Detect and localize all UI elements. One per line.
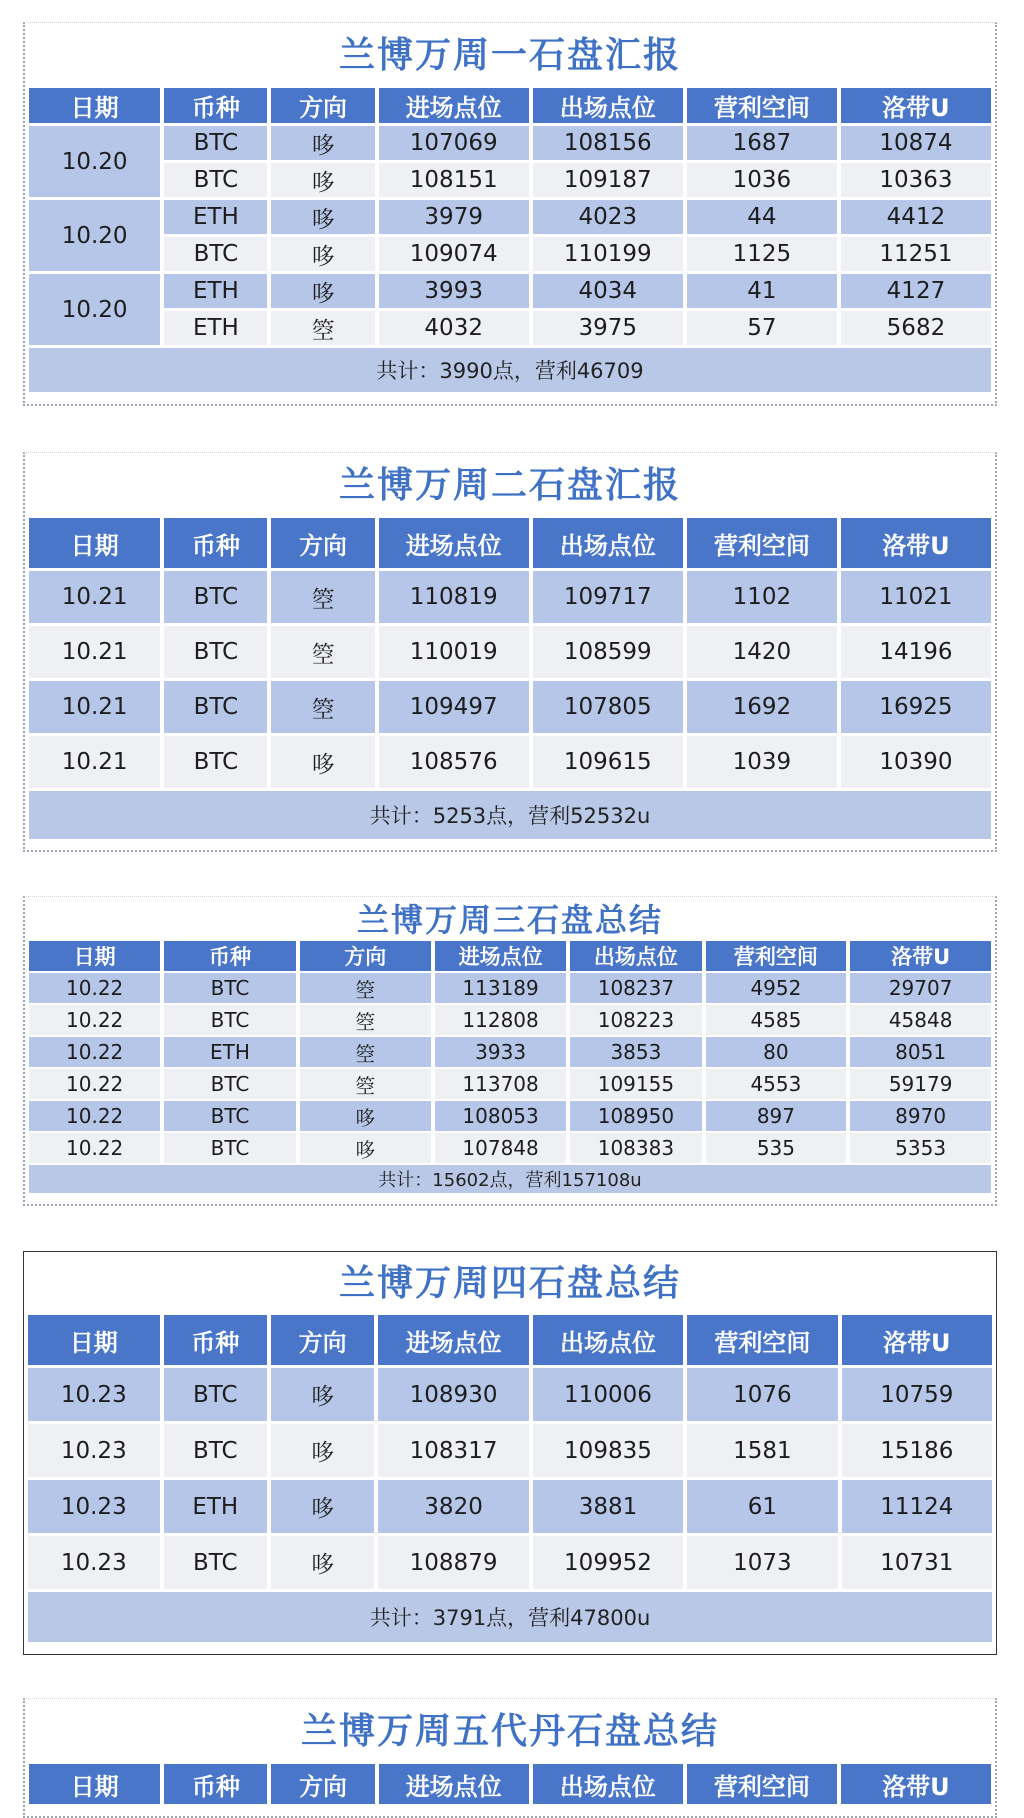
header-profit: 洛带U xyxy=(841,518,991,568)
header-coin: 币种 xyxy=(164,1315,267,1365)
coin-cell: ETH xyxy=(164,311,267,345)
table-row xyxy=(29,1069,991,1099)
table-header-row xyxy=(29,518,991,568)
space-cell: 1076 xyxy=(687,1368,837,1421)
entry-cell: 113189 xyxy=(435,973,566,1003)
total-cell: 共计：15602点，营利157108u xyxy=(29,1165,991,1193)
entry-cell: 4032 xyxy=(379,311,529,345)
header-exit: 出场点位 xyxy=(533,518,683,568)
exit-cell: 109835 xyxy=(533,1424,683,1477)
header-date: 日期 xyxy=(29,941,160,971)
table-row xyxy=(29,163,991,197)
space-cell: 41 xyxy=(687,274,837,308)
header-exit: 出场点位 xyxy=(533,88,683,123)
header-entry: 进场点位 xyxy=(378,1315,528,1365)
table-row xyxy=(29,681,991,733)
entry-cell: 3979 xyxy=(379,200,529,234)
exit-cell: 108950 xyxy=(570,1101,701,1131)
header-profit: 洛带U xyxy=(850,941,991,971)
direction-cell: 箜 xyxy=(300,973,431,1003)
report-monday xyxy=(23,22,997,406)
profit-cell: 5353 xyxy=(850,1133,991,1163)
report-title: 兰博万周二石盘汇报 xyxy=(338,465,681,506)
exit-cell: 110199 xyxy=(533,237,683,271)
table-row xyxy=(29,736,991,788)
profit-cell: 11124 xyxy=(842,1480,992,1533)
entry-cell: 108053 xyxy=(435,1101,566,1131)
coin-cell: BTC xyxy=(164,1368,267,1421)
profit-cell: 8970 xyxy=(850,1101,991,1131)
exit-cell: 4023 xyxy=(533,200,683,234)
entry-cell: 108151 xyxy=(379,163,529,197)
entry-cell: 3933 xyxy=(435,1037,566,1067)
header-space: 营利空间 xyxy=(687,1315,837,1365)
total-cell: 共计：5253点，营利52532u xyxy=(29,791,991,839)
header-exit: 出场点位 xyxy=(533,1764,683,1804)
table-row xyxy=(29,1101,991,1131)
table-row xyxy=(29,237,991,271)
table-header-row xyxy=(29,1764,991,1804)
header-date: 日期 xyxy=(29,88,160,123)
space-cell: 4585 xyxy=(706,1005,847,1035)
direction-cell: 哆 xyxy=(271,200,374,234)
table-row xyxy=(29,126,991,160)
date-cell: 10.21 xyxy=(29,736,160,788)
direction-cell: 哆 xyxy=(271,163,374,197)
date-cell: 10.20 xyxy=(29,126,160,197)
report-tuesday xyxy=(23,452,997,852)
direction-cell: 箜 xyxy=(271,626,374,678)
profit-cell: 5682 xyxy=(841,311,991,345)
table-header-row xyxy=(29,88,991,123)
coin-cell: BTC xyxy=(164,571,267,623)
profit-cell: 10759 xyxy=(842,1368,992,1421)
report-thursday xyxy=(23,1251,997,1655)
exit-cell: 109155 xyxy=(570,1069,701,1099)
coin-cell: ETH xyxy=(164,1480,267,1533)
coin-cell: ETH xyxy=(164,1037,295,1067)
entry-cell: 107069 xyxy=(379,126,529,160)
exit-cell: 108237 xyxy=(570,973,701,1003)
header-direction: 方向 xyxy=(300,941,431,971)
table-row xyxy=(29,274,991,308)
header-date: 日期 xyxy=(28,1315,160,1365)
date-cell: 10.23 xyxy=(28,1480,160,1533)
table-row xyxy=(28,1424,992,1477)
direction-cell: 哆 xyxy=(271,1480,374,1533)
direction-cell: 箜 xyxy=(300,1005,431,1035)
header-coin: 币种 xyxy=(164,941,295,971)
entry-cell: 3993 xyxy=(379,274,529,308)
exit-cell: 110006 xyxy=(533,1368,683,1421)
coin-cell: BTC xyxy=(164,736,267,788)
profit-cell: 59179 xyxy=(850,1069,991,1099)
coin-cell: BTC xyxy=(164,681,267,733)
space-cell: 4553 xyxy=(706,1069,847,1099)
entry-cell: 108879 xyxy=(378,1536,528,1589)
entry-cell: 108317 xyxy=(378,1424,528,1477)
space-cell: 4952 xyxy=(706,973,847,1003)
coin-cell: BTC xyxy=(164,1101,295,1131)
coin-cell: BTC xyxy=(164,1424,267,1477)
entry-cell: 3820 xyxy=(378,1480,528,1533)
header-entry: 进场点位 xyxy=(379,1764,529,1804)
direction-cell: 箜 xyxy=(300,1069,431,1099)
total-row xyxy=(29,791,991,839)
exit-cell: 108599 xyxy=(533,626,683,678)
entry-cell: 109497 xyxy=(379,681,529,733)
exit-cell: 107805 xyxy=(533,681,683,733)
exit-cell: 109187 xyxy=(533,163,683,197)
date-cell: 10.22 xyxy=(29,1101,160,1131)
space-cell: 535 xyxy=(706,1133,847,1163)
header-direction: 方向 xyxy=(271,88,374,123)
header-profit: 洛带U xyxy=(841,88,991,123)
header-coin: 币种 xyxy=(164,1764,267,1804)
exit-cell: 109952 xyxy=(533,1536,683,1589)
report-title: 兰博万周一石盘汇报 xyxy=(338,35,681,76)
coin-cell: ETH xyxy=(164,274,267,308)
profit-cell: 15186 xyxy=(842,1424,992,1477)
direction-cell: 箜 xyxy=(271,571,374,623)
direction-cell: 哆 xyxy=(271,1368,374,1421)
entry-cell: 108930 xyxy=(378,1368,528,1421)
header-exit: 出场点位 xyxy=(570,941,701,971)
header-direction: 方向 xyxy=(271,1315,374,1365)
exit-cell: 108156 xyxy=(533,126,683,160)
profit-cell: 29707 xyxy=(850,973,991,1003)
coin-cell: BTC xyxy=(164,1133,295,1163)
header-date: 日期 xyxy=(29,1764,160,1804)
report-friday xyxy=(23,1698,997,1818)
total-row xyxy=(29,348,991,392)
entry-cell: 110019 xyxy=(379,626,529,678)
date-cell: 10.20 xyxy=(29,274,160,345)
profit-cell: 11021 xyxy=(841,571,991,623)
report-table xyxy=(24,1312,996,1645)
direction-cell: 哆 xyxy=(271,736,374,788)
direction-cell: 哆 xyxy=(271,237,374,271)
header-direction: 方向 xyxy=(271,1764,374,1804)
exit-cell: 3881 xyxy=(533,1480,683,1533)
table-row xyxy=(29,973,991,1003)
date-cell: 10.22 xyxy=(29,1133,160,1163)
entry-cell: 112808 xyxy=(435,1005,566,1035)
date-cell: 10.23 xyxy=(28,1424,160,1477)
coin-cell: ETH xyxy=(164,200,267,234)
header-space: 营利空间 xyxy=(706,941,847,971)
entry-cell: 107848 xyxy=(435,1133,566,1163)
date-cell: 10.23 xyxy=(28,1368,160,1421)
coin-cell: BTC xyxy=(164,973,295,1003)
exit-cell: 3975 xyxy=(533,311,683,345)
table-row xyxy=(29,1037,991,1067)
space-cell: 1125 xyxy=(687,237,837,271)
profit-cell: 8051 xyxy=(850,1037,991,1067)
coin-cell: BTC xyxy=(164,1536,267,1589)
space-cell: 61 xyxy=(687,1480,837,1533)
date-cell: 10.22 xyxy=(29,973,160,1003)
table-row xyxy=(29,200,991,234)
profit-cell: 45848 xyxy=(850,1005,991,1035)
coin-cell: BTC xyxy=(164,163,267,197)
space-cell: 1102 xyxy=(687,571,837,623)
header-direction: 方向 xyxy=(271,518,374,568)
space-cell: 44 xyxy=(687,200,837,234)
table-row xyxy=(29,1005,991,1035)
header-profit: 洛带U xyxy=(842,1315,992,1365)
date-cell: 10.22 xyxy=(29,1005,160,1035)
space-cell: 1692 xyxy=(687,681,837,733)
total-row xyxy=(28,1592,992,1642)
profit-cell: 14196 xyxy=(841,626,991,678)
header-space: 营利空间 xyxy=(687,518,837,568)
report-wednesday xyxy=(23,896,997,1206)
profit-cell: 10363 xyxy=(841,163,991,197)
header-entry: 进场点位 xyxy=(379,518,529,568)
date-cell: 10.21 xyxy=(29,681,160,733)
space-cell: 897 xyxy=(706,1101,847,1131)
entry-cell: 110819 xyxy=(379,571,529,623)
report-title: 兰博万周五代丹石盘总结 xyxy=(300,1711,719,1752)
space-cell: 1687 xyxy=(687,126,837,160)
exit-cell: 108383 xyxy=(570,1133,701,1163)
header-exit: 出场点位 xyxy=(533,1315,683,1365)
space-cell: 1581 xyxy=(687,1424,837,1477)
table-row xyxy=(28,1368,992,1421)
direction-cell: 哆 xyxy=(300,1101,431,1131)
table-row xyxy=(28,1480,992,1533)
space-cell: 1036 xyxy=(687,163,837,197)
report-table xyxy=(25,85,995,395)
profit-cell: 4412 xyxy=(841,200,991,234)
coin-cell: BTC xyxy=(164,626,267,678)
date-cell: 10.22 xyxy=(29,1069,160,1099)
table-row xyxy=(29,311,991,345)
table-row xyxy=(29,571,991,623)
exit-cell: 4034 xyxy=(533,274,683,308)
direction-cell: 哆 xyxy=(271,274,374,308)
direction-cell: 箜 xyxy=(271,681,374,733)
date-cell: 10.20 xyxy=(29,200,160,271)
header-date: 日期 xyxy=(29,518,160,568)
total-cell: 共计：3990点，营利46709 xyxy=(29,348,991,392)
header-coin: 币种 xyxy=(164,88,267,123)
report-title: 兰博万周四石盘总结 xyxy=(338,1263,681,1304)
exit-cell: 3853 xyxy=(570,1037,701,1067)
total-cell: 共计：3791点，营利47800u xyxy=(28,1592,992,1642)
header-entry: 进场点位 xyxy=(379,88,529,123)
space-cell: 1073 xyxy=(687,1536,837,1589)
coin-cell: BTC xyxy=(164,1005,295,1035)
table-row xyxy=(28,1536,992,1589)
coin-cell: BTC xyxy=(164,126,267,160)
report-table xyxy=(25,515,995,842)
space-cell: 1420 xyxy=(687,626,837,678)
date-cell: 10.21 xyxy=(29,626,160,678)
report-table xyxy=(25,939,995,1195)
date-cell: 10.22 xyxy=(29,1037,160,1067)
entry-cell: 109074 xyxy=(379,237,529,271)
profit-cell: 4127 xyxy=(841,274,991,308)
space-cell: 80 xyxy=(706,1037,847,1067)
entry-cell: 113708 xyxy=(435,1069,566,1099)
report-table xyxy=(25,1761,995,1807)
coin-cell: BTC xyxy=(164,237,267,271)
exit-cell: 109717 xyxy=(533,571,683,623)
header-space: 营利空间 xyxy=(687,1764,837,1804)
total-row xyxy=(29,1165,991,1193)
space-cell: 57 xyxy=(687,311,837,345)
direction-cell: 箜 xyxy=(300,1037,431,1067)
space-cell: 1039 xyxy=(687,736,837,788)
direction-cell: 哆 xyxy=(271,126,374,160)
direction-cell: 哆 xyxy=(300,1133,431,1163)
report-title: 兰博万周三石盘总结 xyxy=(356,901,663,939)
exit-cell: 109615 xyxy=(533,736,683,788)
table-header-row xyxy=(28,1315,992,1365)
direction-cell: 箜 xyxy=(271,311,374,345)
profit-cell: 11251 xyxy=(841,237,991,271)
profit-cell: 16925 xyxy=(841,681,991,733)
profit-cell: 10731 xyxy=(842,1536,992,1589)
date-cell: 10.23 xyxy=(28,1536,160,1589)
table-row xyxy=(29,626,991,678)
date-cell: 10.21 xyxy=(29,571,160,623)
header-entry: 进场点位 xyxy=(435,941,566,971)
profit-cell: 10390 xyxy=(841,736,991,788)
direction-cell: 哆 xyxy=(271,1424,374,1477)
table-row xyxy=(29,1133,991,1163)
coin-cell: BTC xyxy=(164,1069,295,1099)
header-coin: 币种 xyxy=(164,518,267,568)
entry-cell: 108576 xyxy=(379,736,529,788)
header-space: 营利空间 xyxy=(687,88,837,123)
header-profit: 洛带U xyxy=(841,1764,991,1804)
exit-cell: 108223 xyxy=(570,1005,701,1035)
direction-cell: 哆 xyxy=(271,1536,374,1589)
table-header-row xyxy=(29,941,991,971)
profit-cell: 10874 xyxy=(841,126,991,160)
